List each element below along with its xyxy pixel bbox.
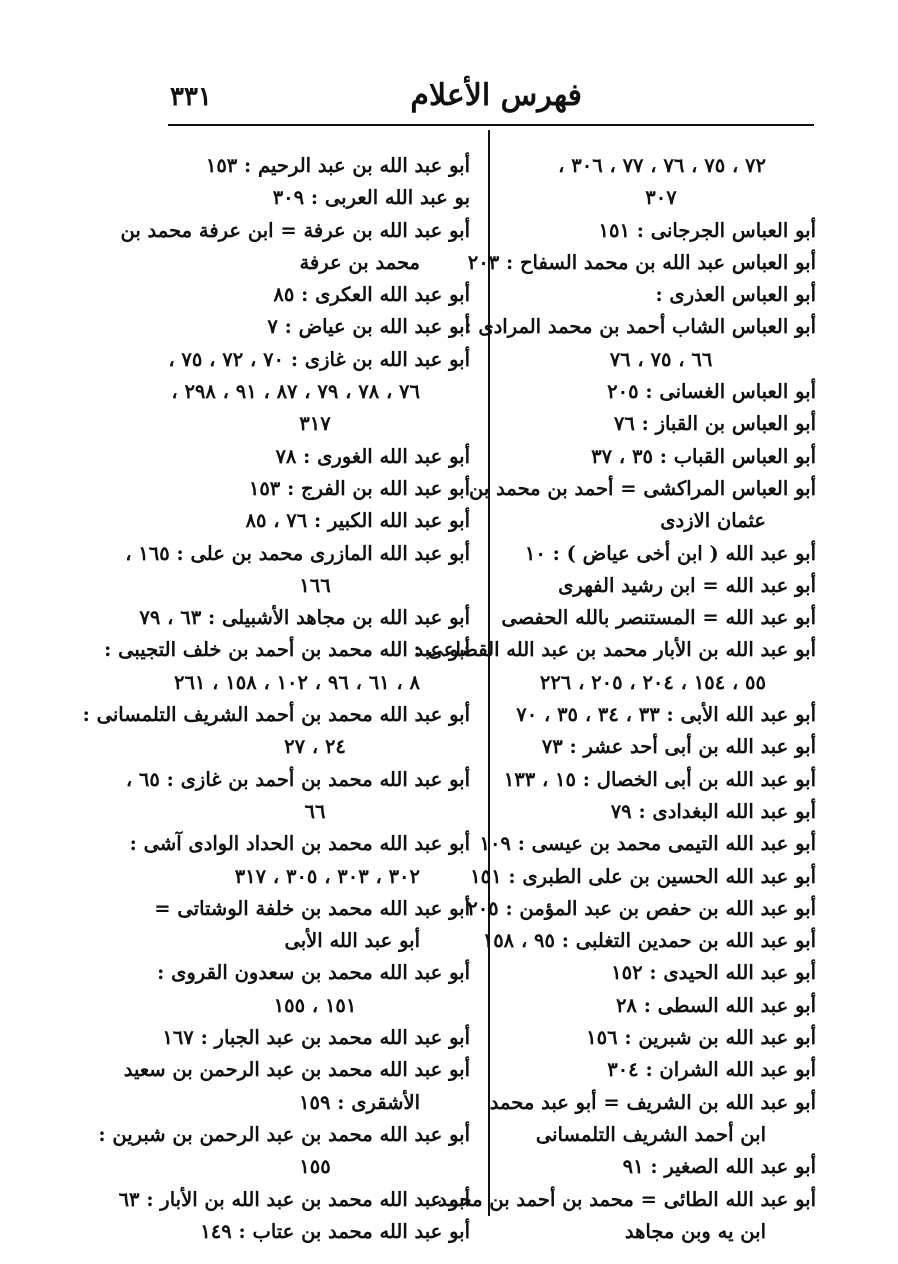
index-entry-line: أبو عبد الله الأبى — [284, 929, 420, 953]
index-entry-line: ابن أحمد الشريف التلمسانى — [535, 1122, 766, 1146]
index-entry-line: أبو عبد الله بن عبد الرحيم : ١٥٣ — [205, 154, 470, 177]
index-entry-line: أبو العباس الغسانى : ٢٠٥ — [607, 380, 816, 404]
page-title: فهرس الأعلام — [410, 78, 582, 113]
index-entry-line: أبو عبد الله بن شبرين : ١٥٦ — [586, 1026, 816, 1050]
index-entry-line: أبو عبد الله محمد بن عتاب : ١٤٩ — [200, 1219, 470, 1243]
index-entry-line: أبو عبد الله محمد بن سعدون القروى : — [157, 961, 470, 985]
index-entry-line: ٨ ، ٦١ ، ٩٦ ، ١٠٢ ، ١٥٨ ، ٢٦١ — [173, 670, 420, 694]
index-entry-line: ٥٥ ، ١٥٤ ، ٢٠٤ ، ٢٠٥ ، ٢٢٦ — [539, 670, 766, 694]
index-entry-line: أبو عبد الله محمد بن أحمد بن خلف التجيبى : — [104, 638, 470, 662]
index-entry-line: أبو عبد الله المازرى محمد بن على : ١٦٥ ، — [125, 541, 470, 565]
index-entry-line: ٣٠٢ ، ٣٠٣ ، ٣٠٥ ، ٣١٧ — [234, 864, 420, 888]
index-entry-line: أبو عبد الله ( ابن أخى عياض ) : ١٠ — [524, 541, 816, 565]
index-entry-line: أبو العباس الشاب أحمد بن محمد المرادى : — [464, 315, 816, 339]
index-entry-line: أبو عبد الله الأبى : ٣٣ ، ٣٤ ، ٣٥ ، ٧٠ — [516, 703, 816, 727]
index-entry-line: محمد بن عرفة — [299, 250, 420, 274]
index-entry-line: أبو عبد الله بن أبى الخصال : ١٥ ، ١٣٣ — [503, 767, 816, 791]
index-entry-line: أبو العباس عبد الله بن محمد السفاح : ٢٠٣ — [467, 250, 816, 274]
index-entry-line: أبو العباس المراكشى = أحمد بن محمد بن — [469, 476, 816, 500]
index-entry-line: أبو عبد الله الغورى : ٧٨ — [275, 444, 470, 468]
index-entry-line: أبو عبد الله بن أبى أحد عشر : ٧٣ — [541, 735, 816, 759]
index-entry-line: بو عبد الله العربى : ٣٠٩ — [272, 186, 470, 210]
index-entry-line: أبو عبد الله بن عرفة = ابن عرفة محمد بن — [120, 218, 470, 242]
index-entry-line: أبو عبد الله العكرى : ٨٥ — [273, 283, 470, 307]
index-entry-line: أبو عبد الله محمد بن الحداد الوادى آشى : — [129, 832, 470, 856]
index-entry-line: ٦٦ ، ٧٥ ، ٧٦ — [609, 347, 713, 371]
index-entry-line: أبو عبد الله الطائى = محمد بن أحمد بن محمد — [438, 1187, 816, 1211]
index-entry-line: أبو عبد الله الكبير : ٧٦ ، ٨٥ — [245, 509, 470, 533]
header-rule — [168, 124, 814, 126]
index-entry-line: ٢٤ ، ٢٧ — [284, 735, 346, 759]
index-entry-line: أبو عبد الله بن الفرج : ١٥٣ — [248, 476, 470, 500]
page-header — [170, 78, 812, 122]
index-entry-line: أبو عبد الله بن مجاهد الأشبيلى : ٦٣ ، ٧٩ — [139, 606, 470, 630]
index-entry-line: أبو العباس القباب : ٣٥ ، ٣٧ — [591, 444, 816, 468]
index-entry-line: أبو عبد الله بن غازى : ٧٠ ، ٧٢ ، ٧٥ ، — [168, 347, 470, 371]
index-entry-line: ١٦٦ — [299, 573, 331, 597]
index-entry-line: أبو عبد الله محمد بن عبد الله بن الأبار : ٦٣ — [118, 1187, 470, 1211]
index-entry-line: ٦٦ — [304, 799, 326, 823]
index-entry-line: أبو عبد الله محمد بن عبد الرحمن بن سعيد — [123, 1058, 470, 1082]
index-entry-line: ٣٠٧ — [645, 186, 677, 210]
index-entry-line: ابن يه وبن مجاهد — [624, 1219, 766, 1243]
index-entry-line: أبو عبد الله = ابن رشيد الفهرى — [558, 573, 816, 597]
index-entry-line: ٧٢ ، ٧٥ ، ٧٦ ، ٧٧ ، ٣٠٦ ، — [558, 154, 766, 177]
index-entry-line: أبو عبد الله الحسين بن على الطبرى : ١٥١ — [470, 864, 816, 888]
index-entry-line: أبو عبد الله محمد بن أحمد الشريف التلمسانى : — [82, 703, 470, 727]
index-entry-line: ٧٦ ، ٧٨ ، ٧٩ ، ٨٧ ، ٩١ ، ٢٩٨ ، — [171, 380, 420, 404]
index-entry-line: أبو عبد الله بن الشريف = أبو عبد محمد — [489, 1090, 816, 1114]
page-number: ٣٣١ — [170, 82, 212, 112]
index-entry-line: ١٥٥ — [299, 1155, 331, 1179]
index-entry-line: أبو عبد الله = المستنصر بالله الحفصى — [501, 606, 816, 630]
index-entry-line: أبو العباس الجرجانى : ١٥١ — [598, 218, 816, 242]
index-entry-line: أبو عبد الله الصغير : ٩١ — [622, 1155, 816, 1179]
column-divider — [488, 130, 490, 1216]
index-entry-line: أبو عبد الله محمد بن خلفة الوشتاتى = — [154, 896, 470, 920]
index-entry-line: أبو العباس العذرى : — [655, 283, 816, 307]
index-entry-line: أبو عبد الله بن حمدين التغلبى : ٩٥ ، ١٥٨ — [482, 929, 816, 953]
index-entry-line: أبو عبد الله بن عياض : ٧ — [267, 315, 470, 339]
index-entry-line: أبو العباس بن القباز : ٧٦ — [613, 412, 816, 436]
index-entry-line: أبو عبد الله محمد بن عبد الجبار : ١٦٧ — [162, 1026, 470, 1050]
index-entry-line: عثمان الازدى — [660, 509, 766, 533]
index-entry-line: أبو عبد الله الشران : ٣٠٤ — [607, 1058, 816, 1082]
index-entry-line: ٣١٧ — [299, 412, 331, 436]
index-entry-line: أبو عبد الله محمد بن عبد الرحمن بن شبرين : — [98, 1122, 470, 1146]
index-entry-line: الأشقرى : ١٥٩ — [299, 1090, 420, 1114]
index-entry-line: أبو عبد الله بن الأبار محمد بن عبد الله القضاعى : — [413, 638, 816, 662]
index-entry-line: أبو عبد الله البغدادى : ٧٩ — [610, 799, 816, 823]
index-entry-line: أبو عبد الله التيمى محمد بن عيسى : ١٠٩ — [479, 832, 816, 856]
left-column — [82, 150, 470, 1248]
right-column — [413, 150, 816, 1248]
index-entry-line: أبو عبد الله الحيدى : ١٥٢ — [611, 961, 816, 985]
index-entry-line: أبو عبد الله بن حفص بن عبد المؤمن : ٢٠٥ — [467, 896, 816, 920]
index-entry-line: أبو عبد الله محمد بن أحمد بن غازى : ٦٥ ، — [125, 767, 470, 791]
index-entry-line: ١٥١ ، ١٥٥ — [273, 993, 357, 1017]
index-entry-line: أبو عبد الله السطى : ٢٨ — [615, 993, 816, 1017]
